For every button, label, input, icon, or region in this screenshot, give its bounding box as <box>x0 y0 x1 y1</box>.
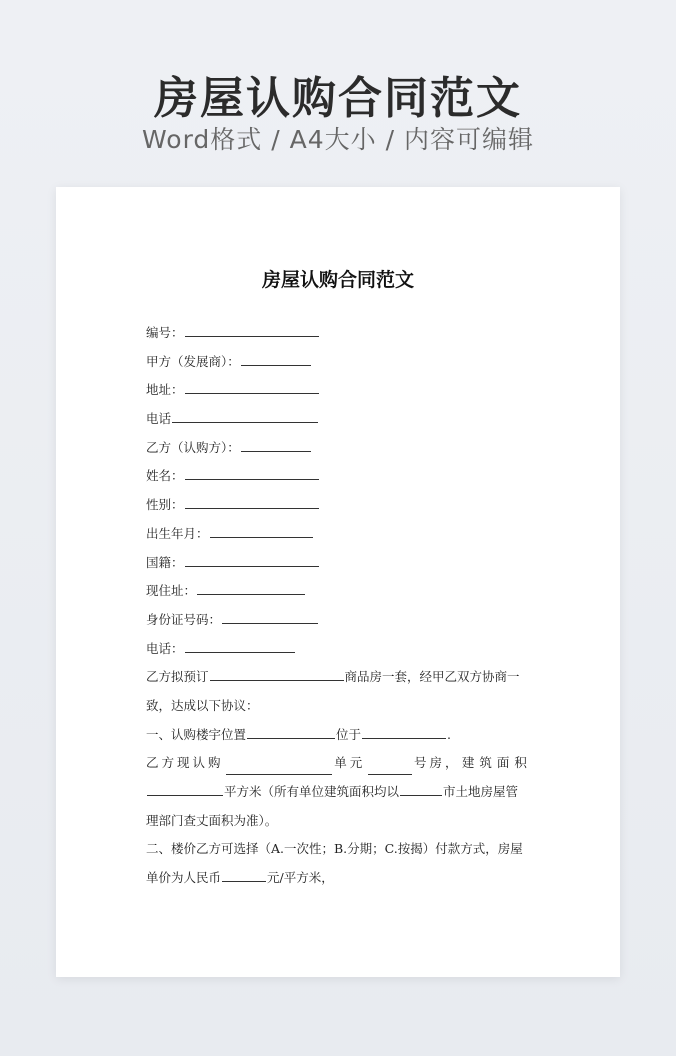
nationality-label: 国籍： <box>146 554 184 570</box>
number-label: 编号： <box>146 325 184 340</box>
blank-line[interactable] <box>362 728 446 739</box>
nationality-field <box>146 549 532 578</box>
paragraph-1-line-1 <box>146 663 532 692</box>
clause-1-line-4 <box>146 807 532 836</box>
blank-line[interactable] <box>172 412 318 423</box>
name-label: 姓名： <box>146 468 184 484</box>
party-a-label: 甲方（发展商）： <box>146 353 240 369</box>
address-field <box>146 376 532 405</box>
blank-line[interactable] <box>185 326 319 337</box>
current-address-label: 现住址： <box>146 583 197 599</box>
contract-body <box>146 319 532 893</box>
blank-line[interactable] <box>197 584 305 595</box>
clause2-text-c: 元/平方米， <box>267 870 334 886</box>
clause-1-line-3 <box>146 778 532 807</box>
blank-line[interactable] <box>241 441 311 452</box>
blank-line[interactable] <box>185 556 319 567</box>
blank-line[interactable] <box>241 355 311 366</box>
para1-text-b: 商品房一套，经甲乙双方协商一 <box>344 669 520 685</box>
party-a-field <box>146 348 532 377</box>
party-b-field <box>146 434 532 463</box>
current-address-field <box>146 577 532 606</box>
paragraph-1-line-2 <box>146 692 532 721</box>
phone-field-a <box>146 405 532 434</box>
clause-1-line-1 <box>146 721 532 750</box>
name-field <box>146 462 532 491</box>
hero-title: 房屋认购合同范文 <box>154 73 522 124</box>
clause1b-text-g: 理部门查丈面积为准）。 <box>146 812 278 828</box>
birth-label: 出生年月： <box>146 525 209 541</box>
phone-field-b <box>146 635 532 664</box>
blank-line[interactable] <box>185 642 295 653</box>
para1-text-c: 致，达成以下协议： <box>146 697 259 713</box>
party-b-label: 乙方（认购方）： <box>146 439 240 455</box>
birth-field <box>146 520 532 549</box>
blank-line[interactable] <box>222 613 318 624</box>
blank-line[interactable] <box>185 498 319 509</box>
blank-line[interactable] <box>400 785 442 796</box>
clause-2-line-2 <box>146 864 532 893</box>
clause1b-text-a: 乙方现认购 <box>146 755 224 771</box>
clause1b-text-b: 单元 <box>334 755 366 771</box>
id-number-field <box>146 606 532 635</box>
clause2-text-b: 单价为人民币 <box>146 870 222 886</box>
gender-label: 性别： <box>146 497 184 513</box>
clause1b-text-f: 市土地房屋管 <box>443 784 519 799</box>
hero-subtitle: Word格式 / A4大小 / 内容可编辑 <box>142 125 534 154</box>
clause1-text-b: 位于 <box>336 726 362 742</box>
document-page <box>56 187 620 977</box>
blank-line[interactable] <box>210 527 313 538</box>
blank-line[interactable] <box>185 469 319 480</box>
clause1b-text-d: 建筑面积 <box>461 755 532 771</box>
blank-line[interactable] <box>185 383 319 394</box>
para1-text-a: 乙方拟预订 <box>146 669 209 685</box>
clause1-text-c: . <box>447 726 452 742</box>
address-label: 地址： <box>146 382 184 398</box>
blank-line[interactable] <box>226 764 332 775</box>
gender-field <box>146 491 532 520</box>
blank-line[interactable] <box>222 871 266 882</box>
blank-line[interactable] <box>368 764 412 775</box>
blank-line[interactable] <box>147 785 223 796</box>
phone-label-b: 电话： <box>146 640 184 656</box>
id-number-label: 身份证号码： <box>146 611 222 627</box>
clause2-text-a: 二、楼价乙方可选择（A.一次性；B.分期；C.按揭）付款方式，房屋 <box>146 841 523 857</box>
clause-1-line-2 <box>146 749 532 778</box>
clause1-text-a: 一、认购楼宇位置 <box>146 726 247 742</box>
phone-label-a: 电话 <box>146 411 172 427</box>
blank-line[interactable] <box>247 728 335 739</box>
blank-line[interactable] <box>210 670 344 681</box>
clause-2-line-1 <box>146 835 532 864</box>
document-title: 房屋认购合同范文 <box>261 269 414 291</box>
number-field <box>146 319 532 348</box>
clause1b-text-c: 号房， <box>414 755 461 771</box>
clause1b-text-e: 平方米（所有单位建筑面积均以 <box>224 784 400 799</box>
